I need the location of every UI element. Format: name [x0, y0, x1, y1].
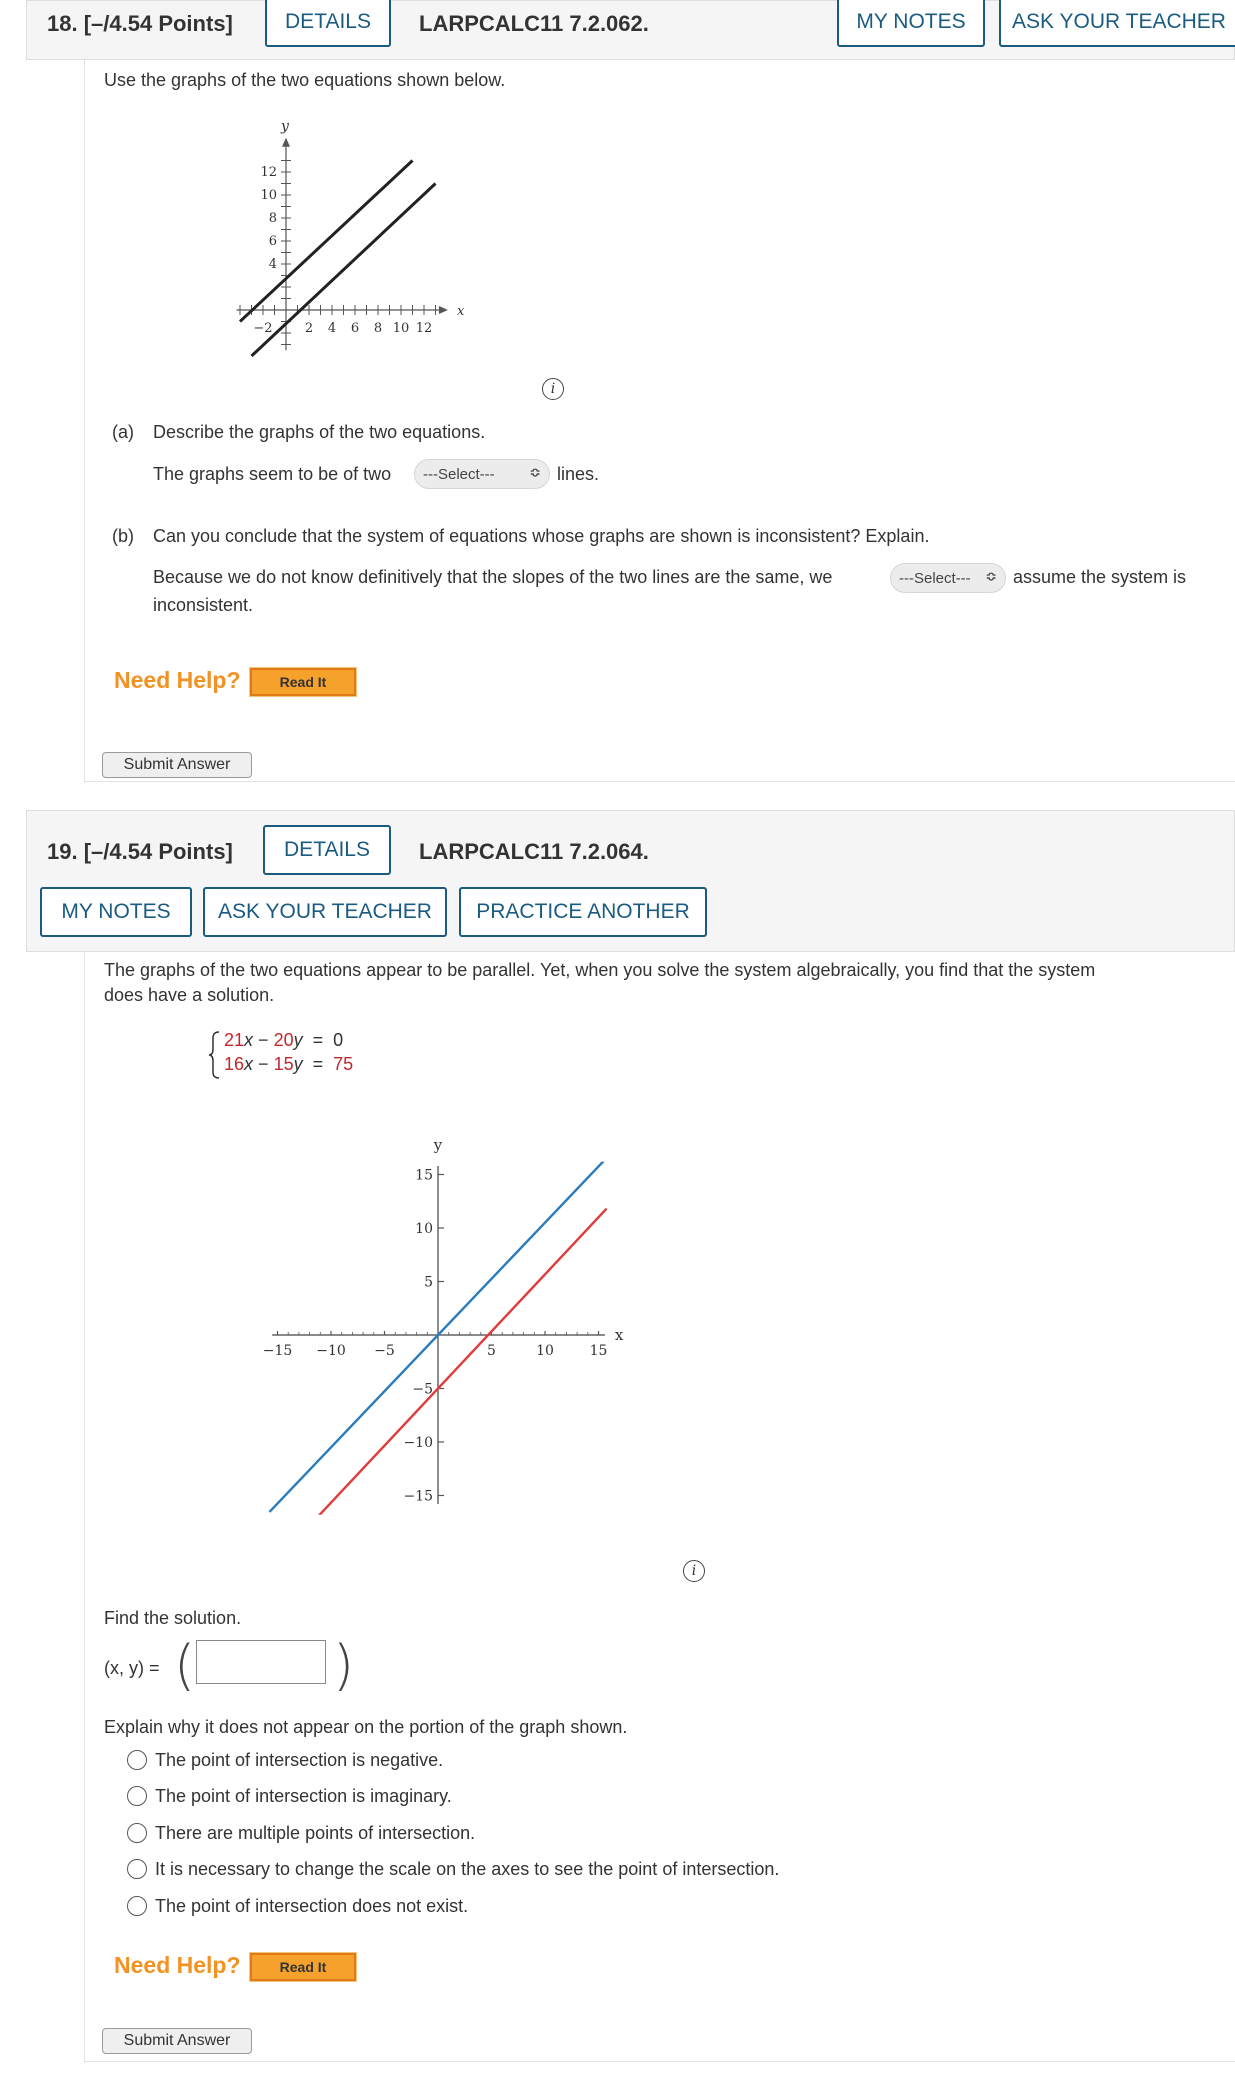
q18-read-it-button[interactable]: Read It — [250, 668, 356, 696]
right-paren-icon: ) — [333, 1634, 355, 1697]
y-axis-arrow-icon — [282, 138, 290, 147]
y-tick-label: 10 — [415, 1221, 433, 1237]
q19-graph-svg — [200, 1105, 700, 1605]
y-tick-label: −15 — [403, 1488, 433, 1505]
x-tick-label: 2 — [304, 321, 314, 336]
q19-option-text-1[interactable]: The point of intersection is negative. — [155, 1750, 444, 1770]
y-tick-label: 8 — [268, 211, 277, 226]
select-arrows-icon: ≎ — [529, 464, 541, 480]
q19-read-it-button[interactable]: Read It — [250, 1953, 356, 1981]
y-tick-label: −10 — [403, 1435, 433, 1451]
q19-equation-1: 21x − 20y = 0 — [224, 1030, 344, 1050]
y-axis-label: y — [433, 1135, 443, 1154]
q18-instruction: Use the graphs of the two equations shown below. — [104, 70, 506, 90]
q18-part-a-prefix: The graphs seem to be of two — [153, 464, 392, 484]
left-brace-icon — [208, 1030, 222, 1080]
q19-details-button[interactable]: DETAILS — [263, 825, 391, 875]
y-tick-label: 4 — [268, 257, 277, 272]
q18-need-help: Need Help? — [114, 667, 241, 693]
q18-header — [26, 0, 1235, 60]
x-tick-label: −10 — [316, 1343, 346, 1359]
q19-option-radio-4[interactable] — [127, 1859, 147, 1879]
x-tick-label: 15 — [589, 1343, 608, 1359]
q18-part-b-prefix: Because we do not know definitively that the slopes of the two lines are the same, we — [153, 567, 833, 587]
x-tick-label: 5 — [487, 1343, 496, 1359]
q19-find-label: Find the solution. — [104, 1608, 242, 1628]
upper-line — [240, 161, 413, 322]
q19-need-help: Need Help? — [114, 1952, 241, 1978]
x-tick-label: 8 — [373, 321, 383, 336]
q18-part-b-suffix: assume the system is — [1013, 567, 1187, 587]
x-tick-label: −15 — [262, 1343, 293, 1359]
q18-graph-svg — [210, 120, 490, 380]
q19-header — [26, 810, 1235, 952]
x-axis-arrow-icon — [439, 306, 448, 314]
q19-intro-line1: The graphs of the two equations appear to be parallel. Yet, when you solve the system algebraically, you find that the system — [104, 960, 1096, 980]
q19-option-text-5[interactable]: The point of intersection does not exist. — [155, 1896, 469, 1916]
q18-graph — [210, 120, 490, 380]
q18-my-notes-button[interactable]: MY NOTES — [837, 0, 985, 47]
q18-part-b-label: (b) — [112, 526, 134, 546]
y-tick-label: 12 — [260, 165, 277, 180]
q19-option-radio-2[interactable] — [127, 1786, 147, 1806]
q18-part-b-suffix-line2: inconsistent. — [153, 595, 254, 615]
red-line — [315, 1209, 607, 1520]
q19-option-radio-3[interactable] — [127, 1823, 147, 1843]
y-axis-label: y — [281, 120, 289, 135]
q18-reference: LARPCALC11 7.2.062. — [419, 11, 649, 36]
q18-ask-teacher-button[interactable]: ASK YOUR TEACHER — [999, 0, 1235, 47]
q19-graph — [200, 1105, 700, 1605]
q19-option-text-4[interactable]: It is necessary to change the scale on the axes to see the point of intersection. — [155, 1859, 780, 1879]
x-axis-label: x — [456, 304, 465, 319]
x-tick-label: 6 — [350, 321, 360, 336]
q18-submit-button[interactable]: Submit Answer — [102, 752, 252, 778]
q19-intro-line2: does have a solution. — [104, 985, 275, 1005]
y-tick-label: 6 — [268, 234, 277, 249]
y-tick-label: −5 — [412, 1381, 433, 1398]
x-tick-label: 10 — [536, 1343, 554, 1359]
q18-part-a-select-value: ---Select--- — [423, 465, 495, 483]
q19-ask-teacher-button[interactable]: ASK YOUR TEACHER — [203, 887, 447, 937]
q19-option-text-2[interactable]: The point of intersection is imaginary. — [155, 1786, 452, 1806]
q18-part-b-select[interactable] — [890, 563, 1006, 593]
q19-practice-another-button[interactable]: PRACTICE ANOTHER — [459, 887, 707, 937]
q19-info-icon[interactable]: i — [683, 1560, 705, 1582]
x-tick-label: 12 — [415, 321, 433, 336]
q19-xy-label: (x, y) = — [104, 1658, 160, 1678]
q19-reference: LARPCALC11 7.2.064. — [419, 839, 649, 864]
x-axis-label: x — [614, 1326, 624, 1344]
q18-part-b-question: Can you conclude that the system of equations whose graphs are shown is inconsistent? Explain. — [153, 526, 930, 546]
q18-part-a-select[interactable] — [414, 459, 550, 489]
select-arrows-icon: ≎ — [985, 568, 997, 584]
q19-option-text-3[interactable]: There are multiple points of intersection. — [155, 1823, 476, 1843]
x-tick-label: −5 — [374, 1343, 395, 1359]
q19-answer-input[interactable] — [196, 1640, 326, 1684]
q18-part-a-suffix: lines. — [557, 464, 600, 484]
q19-equation-2: 16x − 15y = 75 — [224, 1054, 354, 1074]
q18-part-b-select-value: ---Select--- — [899, 569, 971, 587]
q18-number: 18. [–/4.54 Points] — [47, 11, 233, 36]
y-tick-label: 10 — [260, 188, 277, 203]
x-tick-label: −2 — [253, 321, 273, 336]
q19-option-radio-1[interactable] — [127, 1750, 147, 1770]
q18-info-icon[interactable]: i — [542, 378, 564, 400]
q19-submit-button[interactable]: Submit Answer — [102, 2028, 252, 2054]
q19-my-notes-button[interactable]: MY NOTES — [40, 887, 192, 937]
q18-details-button[interactable]: DETAILS — [265, 0, 391, 47]
y-tick-label: 15 — [415, 1167, 433, 1184]
left-paren-icon: ( — [174, 1634, 196, 1697]
q18-part-a-question: Describe the graphs of the two equations. — [153, 422, 486, 442]
x-tick-label: 4 — [327, 321, 337, 336]
y-tick-label: 5 — [424, 1274, 433, 1291]
q19-explain-label: Explain why it does not appear on the portion of the graph shown. — [104, 1717, 628, 1737]
q18-part-a-label: (a) — [112, 422, 134, 442]
q19-system — [208, 1030, 388, 1080]
q19-option-radio-5[interactable] — [127, 1896, 147, 1916]
q19-number: 19. [–/4.54 Points] — [47, 839, 233, 864]
x-tick-label: 10 — [392, 321, 410, 336]
